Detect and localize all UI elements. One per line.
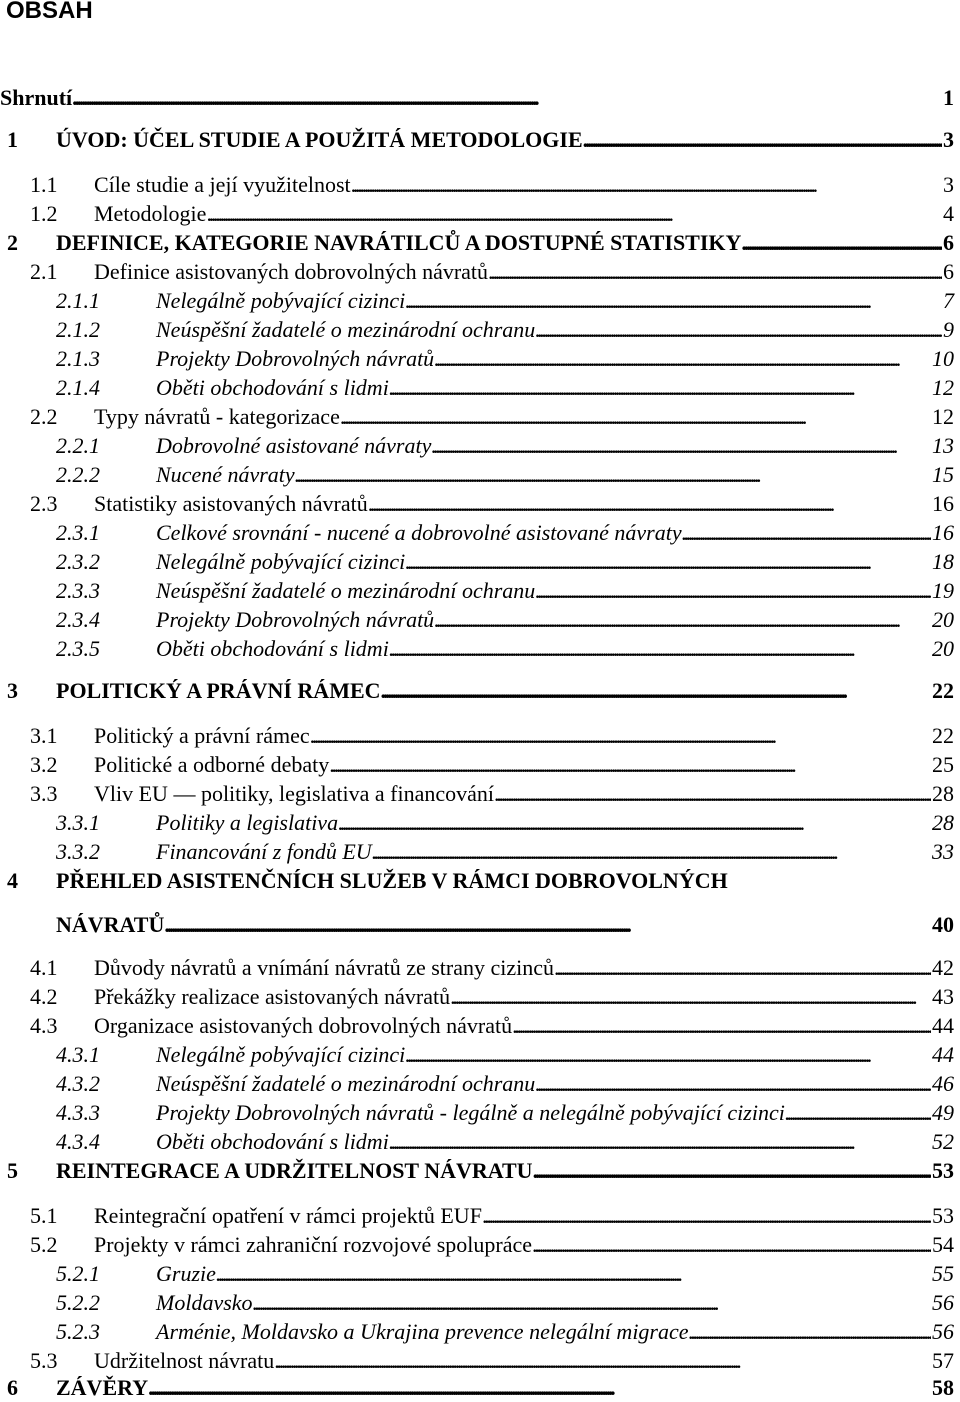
toc-dot-leader: [329, 751, 931, 779]
toc-dot-leader: [554, 954, 931, 982]
toc-page-number: 13: [932, 433, 954, 458]
toc-entry-number: 2.3.3: [56, 578, 100, 603]
toc-page-number: 9: [943, 317, 954, 342]
toc-entry-number: 4.3.3: [56, 1100, 100, 1125]
toc-entry-title: ÚVOD: ÚČEL STUDIE A POUŽITÁ METODOLOGIE: [56, 127, 583, 152]
toc-entry[interactable]: [0, 1202, 954, 1230]
toc-page-number: 40: [932, 912, 954, 937]
toc-dot-leader: [434, 606, 931, 634]
toc-entry[interactable]: [0, 577, 954, 605]
toc-entry[interactable]: [0, 635, 954, 663]
toc-entry[interactable]: [0, 1041, 954, 1069]
toc-entry[interactable]: [0, 316, 954, 344]
toc-entry-title: Neúspěšní žadatelé o mezinárodní ochranu: [156, 578, 536, 603]
toc-entry-title: Projekty v rámci zahraniční rozvojové spolupráce: [94, 1232, 533, 1257]
toc-dot-leader: [741, 229, 942, 257]
toc-page-number: 58: [932, 1375, 954, 1400]
toc-dot-leader: [535, 1070, 931, 1098]
toc-page-number: 20: [932, 607, 954, 632]
toc-entry-title: Překážky realizace asistovaných návratů: [94, 984, 451, 1009]
toc-entry-title: Nucené návraty: [156, 462, 295, 487]
toc-page-number: 20: [932, 636, 954, 661]
toc-entry-title: Nelegálně pobývající cizinci: [156, 549, 406, 574]
toc-page-number: 22: [932, 678, 954, 703]
toc-page-number: 52: [932, 1129, 954, 1154]
toc-entry[interactable]: [0, 1099, 954, 1127]
toc-entry-number: 3.3: [30, 781, 58, 806]
toc-page-number: 44: [932, 1013, 954, 1038]
toc-dot-leader: [310, 722, 931, 750]
toc-dot-leader: [381, 677, 931, 705]
toc-entry-number: 2.1.4: [56, 375, 100, 400]
toc-entry-number: 5.1: [30, 1203, 58, 1228]
toc-dot-leader: [216, 1260, 931, 1288]
toc-entry-title: Celkové srovnání - nucené a dobrovolné asistované návraty: [156, 520, 682, 545]
toc-entry[interactable]: [0, 1231, 954, 1259]
toc-entry[interactable]: [0, 171, 954, 199]
toc-entry-number: 4.3: [30, 1013, 58, 1038]
toc-entry-title: REINTEGRACE A UDRŽITELNOST NÁVRATU: [56, 1158, 533, 1183]
toc-entry-title: Metodologie: [94, 201, 207, 226]
toc-page-number: 54: [932, 1232, 954, 1257]
toc-dot-leader: [389, 1128, 931, 1156]
toc-entry[interactable]: [0, 1374, 954, 1402]
toc-page-number: 19: [932, 578, 954, 603]
toc-entry[interactable]: [0, 1012, 954, 1040]
toc-entry-number: 3.2: [30, 752, 58, 777]
toc-dot-leader: [72, 84, 942, 112]
toc-dot-leader: [482, 1202, 931, 1230]
toc-page-number: 16: [932, 491, 954, 516]
toc-entry[interactable]: [0, 780, 954, 808]
toc-entry-number: 2.1.1: [56, 288, 100, 313]
toc-page-number: 43: [932, 984, 954, 1009]
toc-entry-number: 2.3: [30, 491, 58, 516]
toc-page-number: 25: [932, 752, 954, 777]
toc-entry-number: 2.2: [30, 404, 58, 429]
toc-dot-leader: [368, 490, 931, 518]
toc-dot-leader: [494, 780, 931, 808]
toc-entry[interactable]: [0, 722, 954, 750]
toc-entry-number: 2: [7, 230, 18, 255]
toc-entry[interactable]: [0, 1318, 954, 1346]
toc-dot-leader: [405, 1041, 931, 1069]
toc-entry-number: 4.2: [30, 984, 58, 1009]
toc-entry[interactable]: [0, 345, 954, 373]
toc-entry-title: Neúspěšní žadatelé o mezinárodní ochranu: [156, 317, 536, 342]
toc-entry-title: Moldavsko: [156, 1290, 253, 1315]
toc-entry-title: DEFINICE, KATEGORIE NAVRÁTILCŮ A DOSTUPNÉ STATISTIKY: [56, 230, 742, 255]
toc-page-number: 56: [932, 1290, 954, 1315]
toc-dot-leader: [295, 461, 931, 489]
toc-page-number: 6: [943, 259, 954, 284]
toc-entry-continuation[interactable]: [0, 911, 954, 939]
toc-page-number: 22: [932, 723, 954, 748]
toc-dot-leader: [535, 316, 942, 344]
toc-dot-leader: [583, 126, 942, 154]
toc-dot-leader: [206, 200, 942, 228]
toc-dot-leader: [164, 911, 931, 939]
toc-entry-title: Oběti obchodování s lidmi: [156, 1129, 389, 1154]
toc-entry[interactable]: [0, 84, 954, 112]
toc-entry[interactable]: [0, 403, 954, 431]
toc-dot-leader: [488, 258, 942, 286]
toc-entry-title: Dobrovolné asistované návraty: [156, 433, 432, 458]
toc-entry[interactable]: [0, 258, 954, 286]
toc-page-number: 57: [932, 1348, 954, 1373]
toc-entry[interactable]: [0, 1070, 954, 1098]
toc-entry-title-continued: NÁVRATŮ: [56, 912, 165, 937]
toc-dot-leader: [434, 345, 931, 373]
toc-entry-title: Typy návratů - kategorizace: [94, 404, 340, 429]
toc-entry-title: Nelegálně pobývající cizinci: [156, 288, 406, 313]
toc-dot-leader: [535, 577, 931, 605]
toc-entry-number: 2.1.2: [56, 317, 100, 342]
toc-entry-number: 2.3.5: [56, 636, 100, 661]
toc-entry-number: 1.1: [30, 172, 58, 197]
toc-entry-title: Definice asistovaných dobrovolných návratů: [94, 259, 489, 284]
toc-dot-leader: [405, 287, 942, 315]
toc-entry-number: 4.3.4: [56, 1129, 100, 1154]
toc-page-number: 3: [943, 172, 954, 197]
toc-entry[interactable]: [0, 229, 954, 257]
toc-page-number: 12: [932, 375, 954, 400]
toc-entry-title: Udržitelnost návratu: [94, 1348, 275, 1373]
toc-entry[interactable]: [0, 287, 954, 315]
toc-page-number: 28: [932, 781, 954, 806]
toc-dot-leader: [431, 432, 931, 460]
toc-page-number: 49: [932, 1100, 954, 1125]
toc-entry-number: 2.2.1: [56, 433, 100, 458]
toc-dot-leader: [405, 548, 931, 576]
toc-entry[interactable]: [0, 1157, 954, 1185]
toc-page-number: 46: [932, 1071, 954, 1096]
toc-entry-title: Politiky a legislativa: [156, 810, 339, 835]
toc-entry-number: 5.2.2: [56, 1290, 100, 1315]
toc-entry-title: Cíle studie a její využitelnost: [94, 172, 351, 197]
toc-entry-title: Nelegálně pobývající cizinci: [156, 1042, 406, 1067]
toc-entry-number: 3: [7, 678, 18, 703]
toc-page-number: 12: [932, 404, 954, 429]
toc-dot-leader: [389, 635, 931, 663]
toc-entry[interactable]: [0, 519, 954, 547]
toc-dot-leader: [148, 1374, 931, 1402]
toc-entry-number: 4.3.2: [56, 1071, 100, 1096]
toc-entry-number: 5.3: [30, 1348, 58, 1373]
toc-entry-number: 5.2.3: [56, 1319, 100, 1344]
toc-entry-number: 2.1.3: [56, 346, 100, 371]
toc-entry-title: Politický a právní rámec: [94, 723, 310, 748]
toc-entry-title: Gruzie: [156, 1261, 216, 1286]
toc-entry[interactable]: [0, 126, 954, 154]
toc-entry-title: Projekty Dobrovolných návratů: [156, 346, 435, 371]
toc-entry[interactable]: [0, 809, 954, 837]
toc-entry[interactable]: [0, 983, 954, 1011]
toc-page-number: 4: [943, 201, 954, 226]
toc-entry-number: 5: [7, 1158, 18, 1183]
toc-page-number: 10: [932, 346, 954, 371]
toc-entry-title: Projekty Dobrovolných návratů: [156, 607, 435, 632]
toc-entry[interactable]: [0, 606, 954, 634]
toc-dot-leader: [450, 983, 931, 1011]
toc-page-number: 42: [932, 955, 954, 980]
toc-entry[interactable]: [0, 751, 954, 779]
toc-page-number: 16: [932, 520, 954, 545]
toc-dot-leader: [253, 1289, 931, 1317]
toc-entry-number: 2.3.2: [56, 549, 100, 574]
toc-entry[interactable]: [0, 1289, 954, 1317]
toc-entry-number: 6: [7, 1375, 18, 1400]
toc-entry-number: 4: [7, 868, 18, 893]
toc-entry[interactable]: [0, 200, 954, 228]
toc-entry[interactable]: [0, 1260, 954, 1288]
toc-entry-number: 1.2: [30, 201, 58, 226]
toc-entry-title: Reintegrační opatření v rámci projektů EUF: [94, 1203, 482, 1228]
toc-entry-number: 3.1: [30, 723, 58, 748]
toc-entry-number: 2.1: [30, 259, 58, 284]
toc-entry-title: Arménie, Moldavsko a Ukrajina prevence nelegální migrace: [156, 1319, 689, 1344]
toc-page-number: 33: [932, 839, 954, 864]
toc-dot-leader: [533, 1157, 931, 1185]
toc-page-number: 55: [932, 1261, 954, 1286]
toc-entry[interactable]: [0, 432, 954, 460]
toc-entry-title: Shrnutí: [0, 85, 73, 110]
toc-entry-number: 1: [7, 127, 18, 152]
toc-page-number: 18: [932, 549, 954, 574]
toc-entry-title: Financování z fondů EU: [156, 839, 372, 864]
toc-entry[interactable]: [0, 838, 954, 866]
toc-entry-number: 4.1: [30, 955, 58, 980]
toc-dot-leader: [785, 1099, 931, 1127]
toc-entry-number: 5.2: [30, 1232, 58, 1257]
toc-entry[interactable]: [0, 1347, 954, 1375]
toc-dot-leader: [372, 838, 931, 866]
toc-dot-leader: [689, 1318, 931, 1346]
toc-entry-title: Projekty Dobrovolných návratů - legálně a nelegálně pobývající cizinci: [156, 1100, 785, 1125]
toc-dot-leader: [682, 519, 931, 547]
toc-page-number: 53: [932, 1203, 954, 1228]
toc-entry-number: 2.3.1: [56, 520, 100, 545]
toc-entry[interactable]: [0, 867, 954, 895]
toc-entry-number: 2.3.4: [56, 607, 100, 632]
toc-page-number: 15: [932, 462, 954, 487]
toc-dot-leader: [338, 809, 931, 837]
toc-dot-leader: [389, 374, 931, 402]
toc-entry-title: PŘEHLED ASISTENČNÍCH SLUŽEB V RÁMCI DOBROVOLNÝCH: [56, 868, 728, 893]
toc-page-number: 1: [943, 85, 954, 110]
toc-entry-title: Oběti obchodování s lidmi: [156, 375, 389, 400]
toc-entry-title: Organizace asistovaných dobrovolných návratů: [94, 1013, 513, 1038]
toc-dot-leader: [274, 1347, 931, 1375]
toc-entry-title: Politické a odborné debaty: [94, 752, 330, 777]
toc-dot-leader: [340, 403, 931, 431]
toc-dot-leader: [351, 171, 942, 199]
toc-page-number: 7: [943, 288, 954, 313]
toc-entry-number: 3.3.1: [56, 810, 100, 835]
toc-entry-title: Oběti obchodování s lidmi: [156, 636, 389, 661]
toc-entry-title: ZÁVĚRY: [56, 1375, 149, 1400]
toc-entry-title: Důvody návratů a vnímání návratů ze strany cizinců: [94, 955, 555, 980]
toc-entry-title: Neúspěšní žadatelé o mezinárodní ochranu: [156, 1071, 536, 1096]
toc-entry[interactable]: [0, 461, 954, 489]
toc-entry-number: 5.2.1: [56, 1261, 100, 1286]
toc-dot-leader: [512, 1012, 931, 1040]
toc-page-number: 28: [932, 810, 954, 835]
toc-page-number: 53: [932, 1158, 954, 1183]
toc-entry-title: POLITICKÝ A PRÁVNÍ RÁMEC: [56, 678, 381, 703]
toc-entry-number: 4.3.1: [56, 1042, 100, 1067]
toc-entry[interactable]: [0, 954, 954, 982]
toc-entry[interactable]: [0, 548, 954, 576]
toc-entry-number: 2.2.2: [56, 462, 100, 487]
toc-entry-title: Statistiky asistovaných návratů: [94, 491, 368, 516]
toc-page-number: 44: [932, 1042, 954, 1067]
toc-dot-leader: [532, 1231, 931, 1259]
toc-entry-number: 3.3.2: [56, 839, 100, 864]
toc-page-number: 3: [943, 127, 954, 152]
toc-entry[interactable]: [0, 374, 954, 402]
toc-page-number: 56: [932, 1319, 954, 1344]
toc-entry-title: Vliv EU — politiky, legislativa a financování: [94, 781, 494, 806]
page-title: OBSAH: [6, 0, 93, 24]
toc-page-number: 6: [943, 230, 954, 255]
toc-entry[interactable]: [0, 677, 954, 705]
toc-entry[interactable]: [0, 1128, 954, 1156]
toc-entry[interactable]: [0, 490, 954, 518]
